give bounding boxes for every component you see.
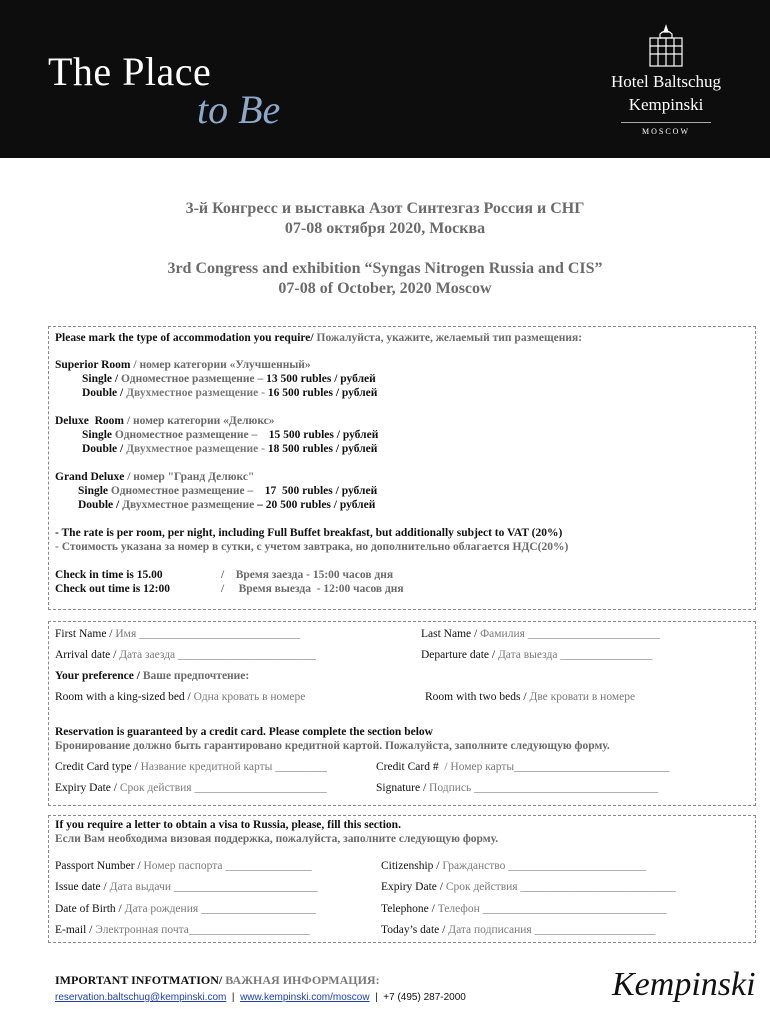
departure-date-field[interactable]: Departure date / Дата выезда ________________ [421,649,653,661]
title-en-line2: 07-08 of October, 2020 Moscow [278,280,492,297]
grand-deluxe-title[interactable]: Grand Deluxe / номер "Гранд Делюкс" [55,471,255,483]
preference-heading: Your preference / Ваше предпочтение: [55,670,250,682]
kempinski-signature-logo: Kempinski [612,966,756,1003]
visa-intro-ru: Если Вам необходима визовая поддержка, пожалуйста, заполните следующую форму. [55,833,499,845]
first-name-field[interactable]: First Name / Имя ____________________________ [55,628,301,640]
grand-double-option[interactable]: Double / Двухместное размещение – 20 500 rubles / рублей [78,499,376,511]
arrival-date-field[interactable]: Arrival date / Дата заезда ________________________ [55,649,317,661]
contact-line [55,992,466,1003]
separator: | [226,992,241,1003]
logo-divider [621,122,711,123]
title-ru-line1: 3-й Конгресс и выставка Азот Синтезгаз Россия и СНГ [185,200,585,217]
guarantee-note-en: Reservation is guaranteed by a credit card. Please complete the section below [55,726,433,738]
card-number-field[interactable]: Credit Card # / Номер карты___________________________ [376,761,670,773]
website-link[interactable]: www.kempinski.com/moscow [240,992,370,1003]
separator: | [369,992,384,1003]
header-banner [0,0,770,158]
todays-date-field[interactable]: Today’s date / Дата подписания _____________________ [381,924,656,936]
issue-date-field[interactable]: Issue date / Дата выдачи _________________________ [55,881,318,893]
checkin-en: Check in time is 15.00 [55,569,163,581]
hotel-building-icon [646,24,686,68]
two-beds-option[interactable]: Room with two beds / Две кровати в номере [425,691,636,703]
checkin-ru: / Время заезда - 15:00 часов дня [221,569,394,581]
phone-number: +7 (495) 287-2000 [383,992,466,1003]
date-of-birth-field[interactable]: Date of Birth / Дата рождения ____________________ [55,903,317,915]
reservation-email-link[interactable]: reservation.baltschug@kempinski.com [55,992,227,1003]
deluxe-room-title[interactable]: Deluxe Room / номер категории «Делюкс» [55,415,275,427]
visa-intro-en: If you require a letter to obtain a visa to Russia, please, fill this section. [55,819,401,831]
telephone-field[interactable]: Telephone / Телефон ________________________________ [381,903,667,915]
grand-single-option[interactable]: Single Одноместное размещение – 17 500 rubles / рублей [78,485,378,497]
hotel-city: MOSCOW [641,127,690,136]
signature-field[interactable]: Signature / Подпись ________________________________ [376,782,659,794]
last-name-field[interactable]: Last Name / Фамилия _______________________ [421,628,661,640]
rate-note-ru: - Стоимость указана за номер в сутки, с учетом завтрака, но дополнительно облагается НДС(20%) [55,541,569,553]
citizenship-field[interactable]: Citizenship / Гражданство ________________________ [381,860,647,872]
brand-subtitle: to Be [197,87,281,132]
checkout-ru: / Время выезда - 12:00 часов дня [221,583,404,595]
guarantee-note-ru: Бронирование должно быть гарантировано кредитной картой. Пожалуйста, заполните следующую форму. [55,740,610,752]
hotel-logo [596,24,736,136]
email-field[interactable]: E-mail / Электронная почта_____________________ [55,924,310,936]
title-ru-line2: 07-08 октября 2020, Москва [284,220,486,237]
important-info-heading: IMPORTANT INFOTMATION/ ВАЖНАЯ ИНФОРМАЦИЯ: [55,973,380,987]
hotel-name-line1: Hotel Baltschug [610,72,721,91]
rate-note-en: - The rate is per room, per night, including Full Buffet breakfast, but additionally subject to VAT (20%) [55,527,563,539]
superior-double-option[interactable]: Double / Двухместное размещение - 16 500 rubles / рублей [82,387,378,399]
superior-single-option[interactable]: Single / Одноместное размещение – 13 500 rubles / рублей [82,373,376,385]
checkout-en: Check out time is 12:00 [55,583,170,595]
king-bed-option[interactable]: Room with a king-sized bed / Одна кровать в номере [55,691,306,703]
hotel-name-line2: Kempinski [628,95,704,114]
brand-title: The Place [48,49,212,94]
deluxe-double-option[interactable]: Double / Двухместное размещение - 18 500 rubles / рублей [82,443,378,455]
accommodation-prompt: Please mark the type of accommodation you require/ Пожалуйста, укажите, желаемый тип размещения: [55,332,583,344]
title-en-line1: 3rd Congress and exhibition “Syngas Nitrogen Russia and CIS” [167,260,603,277]
passport-expiry-field[interactable]: Expiry Date / Срок действия ___________________________ [381,881,676,893]
deluxe-single-option[interactable]: Single Одноместное размещение – 15 500 rubles / рублей [82,429,379,441]
passport-number-field[interactable]: Passport Number / Номер паспорта _______________ [55,860,312,872]
superior-room-title[interactable]: Superior Room / номер категории «Улучшенный» [55,359,311,371]
card-type-field[interactable]: Credit Card type / Название кредитной карты _________ [55,761,327,773]
card-expiry-field[interactable]: Expiry Date / Срок действия _______________________ [55,782,327,794]
